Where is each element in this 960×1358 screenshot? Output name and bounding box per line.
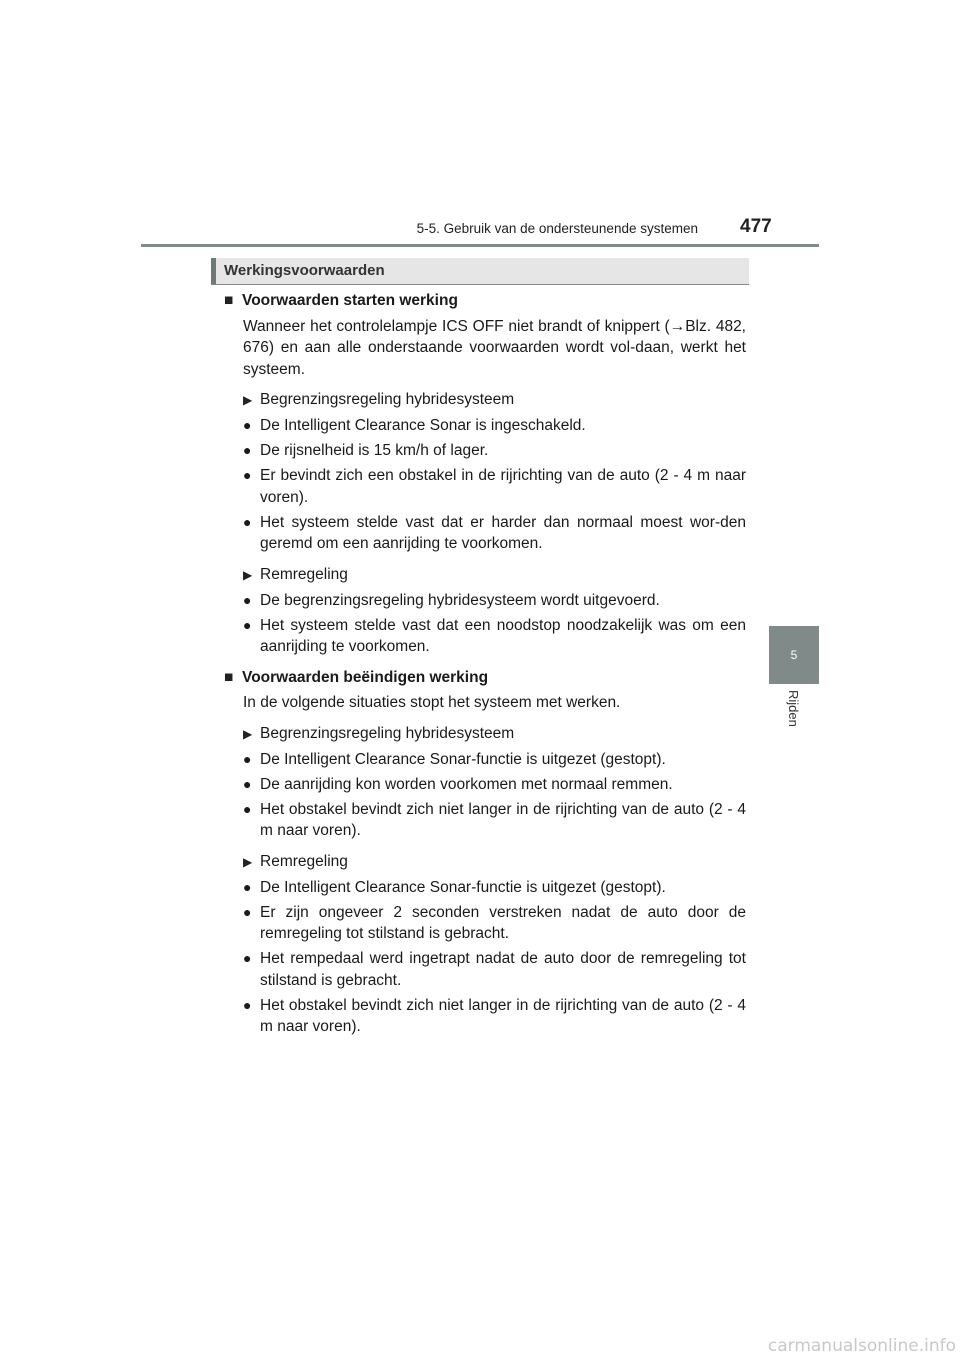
header-divider	[141, 244, 819, 247]
list-item: ● Het obstakel bevindt zich niet langer in de rijrichting van de auto (2 - 4 m naar voren).	[243, 995, 746, 1038]
list-item: ● De Intelligent Clearance Sonar is ingeschakeld.	[243, 415, 746, 437]
triangle-bullet-icon: ▶	[243, 854, 253, 869]
circle-bullet-icon: ●	[243, 417, 252, 433]
circle-bullet-icon: ●	[243, 513, 252, 530]
circle-bullet-icon: ●	[243, 950, 252, 966]
start-group1-title-text: Begrenzingsregeling hybridesysteem	[260, 391, 515, 408]
end-group1-title	[243, 723, 746, 746]
list-item: ● De rijsnelheid is 15 km/h of lager.	[243, 440, 746, 462]
triangle-bullet-icon: ▶	[243, 393, 253, 407]
list-item: ● Het systeem stelde vast dat een noodstop noodzakelijk was om een aanrijding te voorkomen.	[243, 615, 746, 658]
start-group2-title-text: Remregeling	[260, 565, 348, 583]
list-item: ● Het obstakel bevindt zich niet langer in de rijrichting van de auto (2 - 4 m naar voren).	[243, 799, 746, 842]
chapter-number: 5	[790, 648, 798, 662]
start-group1-title	[243, 389, 746, 412]
circle-bullet-icon: ●	[243, 616, 252, 633]
list-item: ● Het systeem stelde vast dat er harder dan normaal moest wor-den geremd om een aanrijding te voorkomen.	[243, 512, 746, 555]
end-group2-title-text: Remregeling	[260, 852, 348, 870]
square-bullet-icon: ■	[224, 292, 234, 309]
subheading-end-text: Voorwaarden beëindigen werking	[242, 668, 489, 686]
circle-bullet-icon: ●	[243, 878, 252, 895]
subheading-end	[224, 667, 746, 689]
list-item: ● De aanrijding kon worden voorkomen met normaal remmen.	[243, 774, 746, 796]
chapter-tab	[769, 626, 819, 684]
list-item: ● Er bevindt zich een obstakel in de rijrichting van de auto (2 - 4 m naar voren).	[243, 465, 746, 508]
list-item: ● Het rempedaal werd ingetrapt nadat de auto door de remregeling tot stilstand is gebracht.	[243, 948, 746, 991]
circle-bullet-icon: ●	[243, 903, 252, 920]
circle-bullet-icon: ●	[243, 800, 252, 817]
list-item: ● Er zijn ongeveer 2 seconden verstreken nadat de auto door de remregeling tot stilstand is gebracht.	[243, 902, 746, 945]
triangle-bullet-icon: ▶	[243, 567, 253, 582]
circle-bullet-icon: ●	[243, 750, 252, 767]
end-group1-title-text: Begrenzingsregeling hybridesysteem	[260, 724, 515, 742]
main-content	[224, 290, 746, 1038]
page-number: 477	[740, 216, 772, 237]
header-section-title: 5-5. Gebruik van de ondersteunende systemen	[416, 221, 698, 236]
section-accent	[211, 258, 216, 284]
circle-bullet-icon: ●	[243, 996, 252, 1013]
circle-bullet-icon: ●	[243, 775, 252, 792]
subheading-start-text: Voorwaarden starten werking	[242, 292, 458, 309]
square-bullet-icon: ■	[224, 668, 234, 686]
triangle-bullet-icon: ▶	[243, 726, 253, 741]
circle-bullet-icon: ●	[243, 467, 252, 483]
end-group2-title	[243, 851, 746, 874]
circle-bullet-icon: ●	[243, 442, 252, 458]
start-group2-title	[243, 564, 746, 587]
list-item: ● De Intelligent Clearance Sonar-functie is uitgezet (gestopt).	[243, 877, 746, 899]
circle-bullet-icon: ●	[243, 591, 252, 608]
chapter-label: Rijden	[786, 690, 801, 727]
list-item: ● De begrenzingsregeling hybridesysteem wordt uitgevoerd.	[243, 590, 746, 612]
end-intro: In de volgende situaties stopt het systeem met werken.	[243, 694, 621, 711]
list-item: ● De Intelligent Clearance Sonar-functie is uitgezet (gestopt).	[243, 749, 746, 771]
subheading-start	[224, 290, 746, 312]
watermark: carmanualsonline.info	[767, 1336, 956, 1356]
section-heading-bar	[211, 258, 749, 285]
start-intro: Wanneer het controlelampje ICS OFF niet brandt of knippert (→Blz. 482, 676) en aan alle onderstaande voorwaarden wordt vol-daan, werkt het systeem.	[243, 317, 746, 378]
section-title: Werkingsvoorwaarden	[224, 262, 385, 279]
